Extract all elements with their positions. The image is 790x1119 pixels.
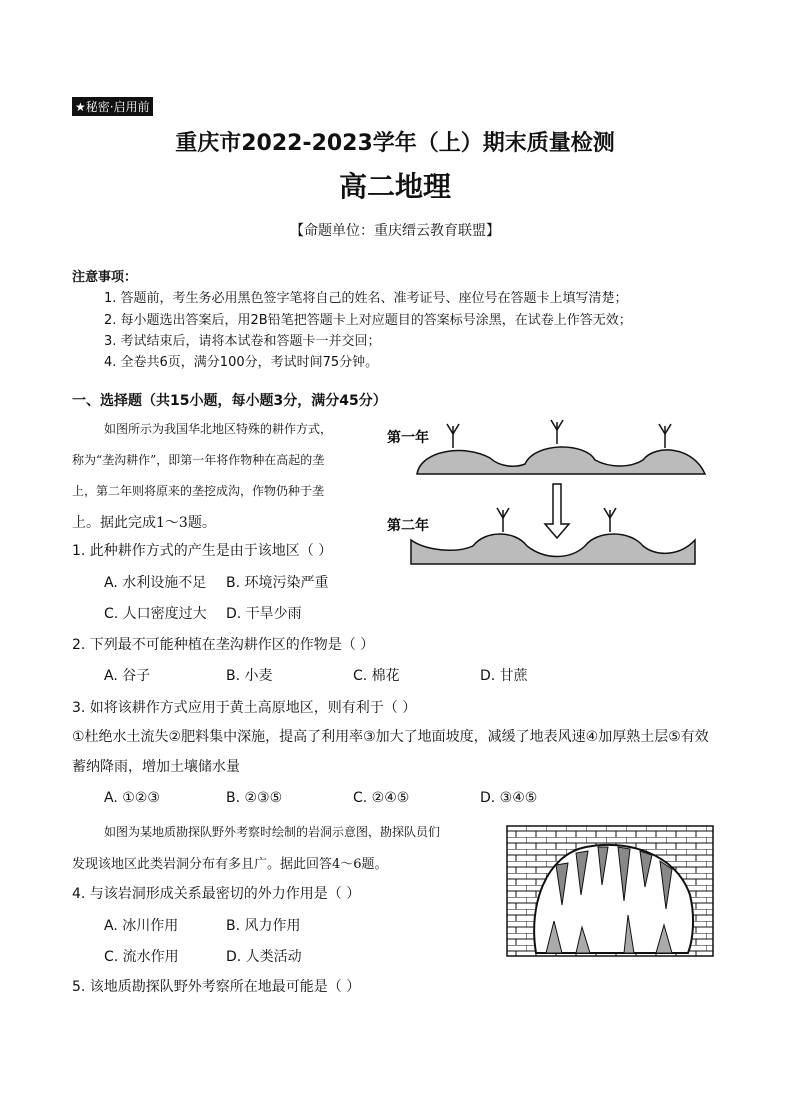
option-b: B. 小麦 <box>226 668 273 684</box>
option-a: A. 谷子 <box>104 668 151 684</box>
option-a: A. ①②③ <box>104 790 160 806</box>
cave-figure <box>506 825 714 957</box>
notice-item: 4. 全卷共6页，满分100分，考试时间75分钟。 <box>104 355 379 370</box>
year2-label: 第二年 <box>387 518 429 534</box>
option-d: D. ③④⑤ <box>480 790 538 806</box>
question-1: 1. 此种耕作方式的产生是由于该地区（ ） <box>72 543 333 559</box>
option-c: C. 流水作用 <box>104 949 179 965</box>
option-d: D. 干旱少雨 <box>226 606 302 622</box>
option-c: C. ②④⑤ <box>353 790 410 806</box>
option-b: B. 风力作用 <box>226 918 301 934</box>
year1-label: 第一年 <box>387 430 429 446</box>
ridge-furrow-figure <box>385 412 715 572</box>
notice-item: 2. 每小题选出答案后，用2B铅笔把答题卡上对应题目的答案标号涂黑，在试卷上作答无效； <box>104 313 632 328</box>
question-5: 5. 该地质勘探队野外考察所在地最可能是（ ） <box>72 979 361 995</box>
year1-ridges <box>417 447 705 474</box>
option-b: B. 环境污染严重 <box>226 575 329 591</box>
option-d: D. 人类活动 <box>226 949 302 965</box>
secret-badge: ★秘密·启用前 <box>72 97 153 116</box>
notice-heading: 注意事项： <box>72 270 138 285</box>
exam-title: 重庆市2022-2023学年（上）期末质量检测 <box>175 131 615 156</box>
notice-item: 3. 考试结束后，请将本试卷和答题卡一并交回； <box>104 334 381 349</box>
question-3: 3. 如将该耕作方式应用于黄土高原地区，则有利于（ ） <box>72 700 417 716</box>
option-c: C. 人口密度过大 <box>104 606 207 622</box>
section-heading: 一、选择题（共15小题，每小题3分，满分45分） <box>72 393 387 409</box>
intro-line: 上。据此完成1～3题。 <box>72 515 216 531</box>
option-d: D. 甘蔗 <box>480 668 528 684</box>
down-arrow-icon <box>545 484 569 538</box>
year2-ridges <box>411 534 695 564</box>
intro-line: 如图为某地质勘探队野外考察时绘制的岩洞示意图，勘探队员们 <box>104 825 441 839</box>
subject-title: 高二地理 <box>338 170 451 203</box>
option-b: B. ②③⑤ <box>226 790 283 806</box>
intro-line: 发现该地区此类岩洞分布有多且广。据此回答4～6题。 <box>72 857 388 872</box>
intro-line: 称为“垄沟耕作”，即第一年将作物种在高起的垄 <box>72 453 325 467</box>
option-a: A. 冰川作用 <box>104 918 179 934</box>
notice-item: 1. 答题前，考生务必用黑色签字笔将自己的姓名、准考证号、座位号在答题卡上填写清楚； <box>104 291 628 306</box>
question-2: 2. 下列最不可能种植在垄沟耕作区的作物是（ ） <box>72 637 375 653</box>
exam-unit: 【命题单位：重庆缙云教育联盟】 <box>290 223 500 239</box>
option-c: C. 棉花 <box>353 668 400 684</box>
intro-line: 如图所示为我国华北地区特殊的耕作方式， <box>104 422 333 436</box>
question-4: 4. 与该岩洞形成关系最密切的外力作用是（ ） <box>72 886 361 902</box>
plant-icon <box>447 420 671 448</box>
intro-line: 上，第二年则将原来的垄挖成沟，作物仍种于垄 <box>72 484 325 498</box>
option-a: A. 水利设施不足 <box>104 575 207 591</box>
question-3-body: ①杜绝水土流失②肥料集中深施，提高了利用率③加大了地面坡度，减缓了地表风速④加厚熟土层⑤有效蓄纳降雨，增加土壤储水量 <box>72 729 709 775</box>
